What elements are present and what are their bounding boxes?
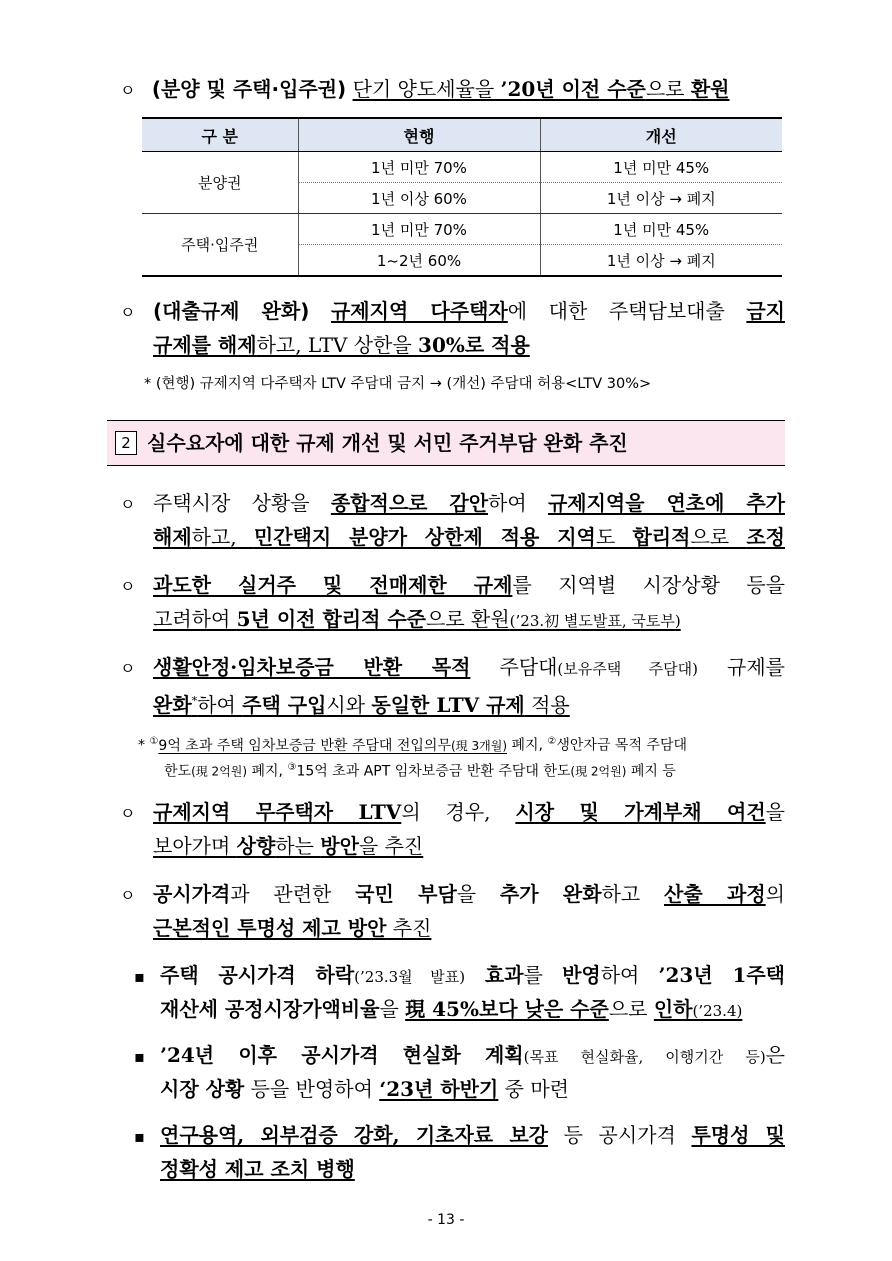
circle-bullet-icon: ㅇ	[120, 303, 136, 322]
p2-line-1: 과도한 실거주 및 전매제한 규제를 지역별 시장상황 등을	[153, 573, 785, 597]
table-row-label: 분양권	[142, 152, 298, 214]
bullet-item	[120, 797, 135, 829]
p1-line-1: 주택시장 상황을 종합적으로 감안하여 규제지역을 연초에 추가	[153, 491, 785, 515]
table-header-category: 구 분	[142, 118, 298, 152]
s1-text: 단기 양도세율을 ’20년 이전 수준으로 환원	[352, 77, 730, 101]
p5-line-2: 근본적인 투명성 제고 방안 추진	[153, 916, 432, 940]
p7-line-2: 시장 상황 등을 반영하여 ‘23년 하반기 중 마련	[160, 1077, 569, 1101]
bullet-item	[120, 879, 135, 911]
square-bullet-icon: ▪	[134, 967, 145, 986]
bullet-item	[134, 1120, 145, 1152]
section-header	[107, 420, 785, 466]
p6-line-2: 재산세 공정시장가액비율을 現 45%보다 낮은 수준으로 인하(’23.4)	[160, 997, 743, 1021]
bullet-item	[120, 296, 135, 328]
p6-line-1: 주택 공시가격 하락(’23.3월 발표) 효과를 반영하여 ’23년 1주택	[160, 963, 785, 987]
circle-bullet-icon: ㅇ	[120, 886, 136, 905]
s1-line	[120, 74, 730, 106]
bullet-item	[120, 488, 135, 520]
table-header-improved: 개선	[540, 118, 782, 152]
bullet-item	[134, 1040, 145, 1072]
table-cell: 1년 이상 → 폐지	[540, 245, 782, 277]
p7-line-1: ’24년 이후 공시가격 현실화 계획(목표 현실화율, 이행기간 등)은	[160, 1043, 785, 1067]
bullet-item	[120, 652, 135, 684]
table-cell: 1~2년 60%	[298, 245, 540, 277]
table-cell: 1년 미만 45%	[540, 214, 782, 245]
bullet-item	[134, 960, 145, 992]
p3-note-2: 한도(現 2억원) 폐지, ③15억 초과 APT 임차보증금 반환 주담대 한도(現 2억원) 폐지 등	[164, 762, 676, 780]
p2-line-2: 고려하여 5년 이전 합리적 수준으로 환원(’23.初 별도발표, 국토부)	[153, 607, 681, 631]
table-cell: 1년 미만 70%	[298, 214, 540, 245]
table-cell: 1년 이상 → 폐지	[540, 183, 782, 214]
circle-bullet-icon: ㅇ	[120, 81, 136, 100]
p8-line-2: 정확성 제고 조치 병행	[160, 1157, 355, 1181]
table-header-current: 현행	[298, 118, 540, 152]
square-bullet-icon: ▪	[134, 1047, 145, 1066]
loan-easing-line-1: (대출규제 완화) 규제지역 다주택자에 대한 주택담보대출 금지	[153, 299, 785, 323]
circle-bullet-icon: ㅇ	[120, 577, 136, 596]
s1-heading: (분양 및 주택·입주권)	[151, 77, 347, 101]
p8-line-1: 연구용역, 외부검증 강화, 기초자료 보강 등 공시가격 투명성 및	[160, 1123, 785, 1147]
table-row-label: 주택·입주권	[142, 214, 298, 277]
p5-line-1: 공시가격과 관련한 국민 부담을 추가 완화하고 산출 과정의	[153, 882, 785, 906]
page-number: - 13 -	[427, 1212, 465, 1228]
circle-bullet-icon: ㅇ	[120, 804, 136, 823]
p3-line-2: 완화*하여 주택 구입시와 동일한 LTV 규제 적용	[153, 692, 570, 717]
loan-easing-note: * (현행) 규제지역 다주택자 LTV 주담대 금지 → (개선) 주담대 허용<LTV 30%>	[144, 376, 652, 392]
circle-bullet-icon: ㅇ	[120, 659, 136, 678]
square-bullet-icon: ▪	[134, 1127, 145, 1146]
section-number: 2	[115, 431, 137, 455]
section-title: 실수요자에 대한 규제 개선 및 서민 주거부담 완화 추진	[147, 431, 628, 455]
tax-rate-table	[142, 117, 782, 277]
loan-easing-line-2: 규제를 해제하고, LTV 상한을 30%로 적용	[153, 333, 530, 357]
circle-bullet-icon: ㅇ	[120, 495, 136, 514]
table-cell: 1년 이상 60%	[298, 183, 540, 214]
table-cell: 1년 미만 45%	[540, 152, 782, 183]
p3-line-1: 생활안정·임차보증금 반환 목적 주담대(보유주택 주담대) 규제를	[153, 655, 785, 679]
table-cell: 1년 미만 70%	[298, 152, 540, 183]
p3-note-1: * ①9억 초과 주택 임차보증금 반환 주담대 전입의무(現 3개월) 폐지, ②생안자금 목적 주담대	[138, 736, 687, 754]
p1-line-2: 해제하고, 민간택지 분양가 상한제 적용 지역도 합리적으로 조정	[153, 525, 785, 549]
bullet-item	[120, 570, 135, 602]
p4-line-1: 규제지역 무주택자 LTV의 경우, 시장 및 가계부채 여건을	[153, 800, 785, 824]
p4-line-2: 보아가며 상향하는 방안을 추진	[153, 834, 424, 858]
